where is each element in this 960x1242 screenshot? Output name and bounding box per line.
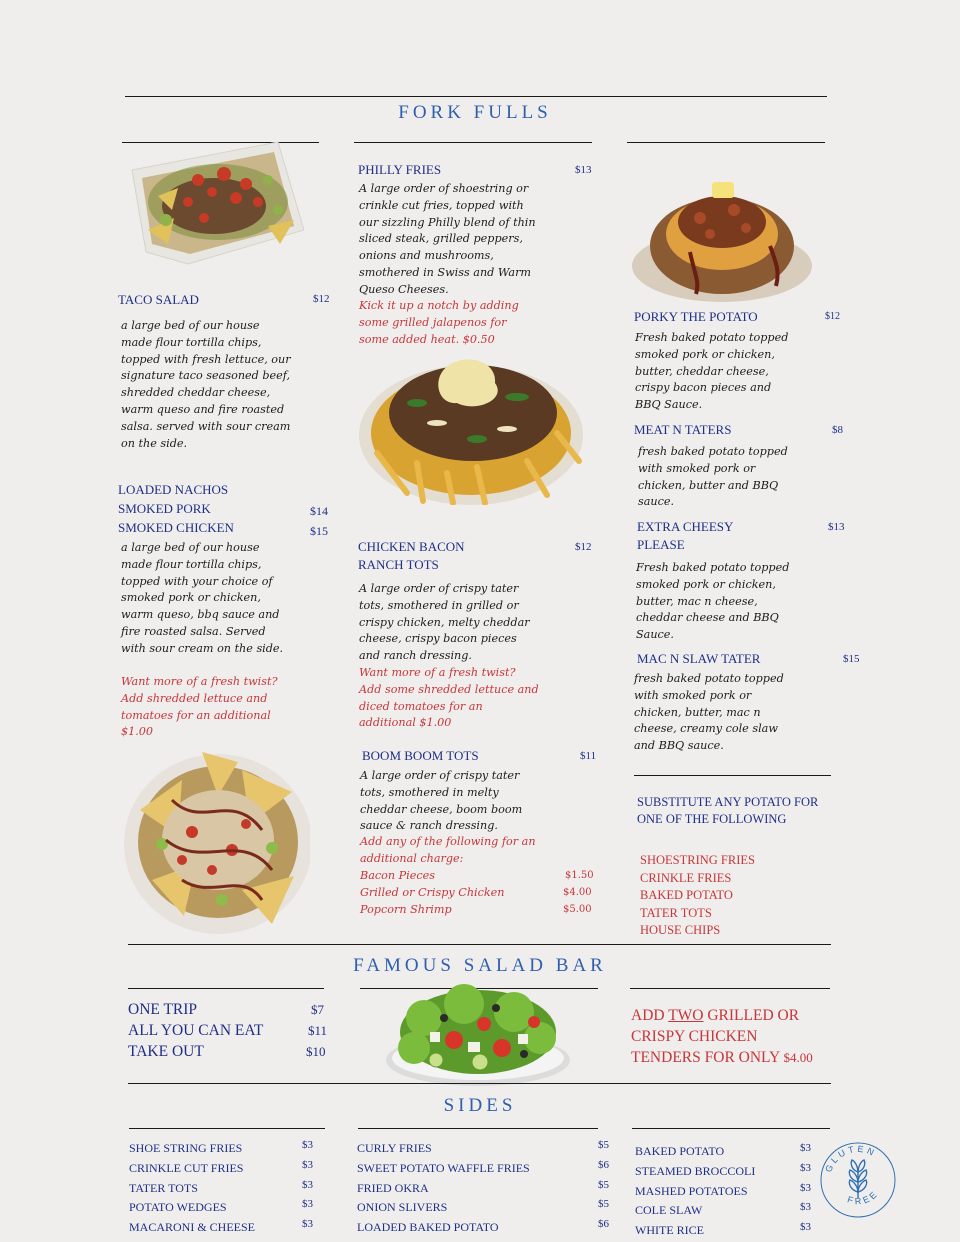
chicken-bacon-ranch-description: A large order of crispy tater tots, smothered in grilled or crispy chicken, melty cheddar cheese, crispy bacon pieces and ranch dressing. <box>359 582 530 663</box>
side-price: $3 <box>302 1218 313 1231</box>
addon-label: Grilled or Crispy Chicken <box>360 886 505 899</box>
side-item <box>635 1140 820 1160</box>
side-price: $3 <box>302 1178 313 1191</box>
fork-fulls-title: FORK FULLS <box>398 102 552 123</box>
promo-post: GRILLED OR <box>703 1007 800 1024</box>
salad-option <box>128 1041 328 1062</box>
substitute-option: TATER TOTS <box>640 905 712 920</box>
side-item <box>357 1137 612 1157</box>
substitute-option: SHOESTRING FRIES <box>640 853 755 867</box>
extra-cheesy-name-1: EXTRA CHEESY <box>637 519 734 534</box>
side-price: $5 <box>598 1178 609 1191</box>
addon-price: $4.00 <box>563 887 592 898</box>
salad-promo <box>631 1005 836 1068</box>
addon-price: $5.00 <box>563 904 592 915</box>
salad-bar-options <box>128 999 328 1062</box>
substitute-line-2: ONE OF THE FOLLOWING <box>637 812 787 826</box>
nachos-pork-price: $14 <box>310 504 328 518</box>
salad-option-price: $7 <box>311 1002 324 1017</box>
side-item <box>129 1216 319 1236</box>
promo-line-2: CRISPY CHICKEN <box>631 1028 758 1045</box>
sides-rule-left <box>129 1128 325 1129</box>
boom-boom-tots-note: Add any of the following for an additional charge: <box>360 835 536 865</box>
salad-rule-right <box>630 988 830 989</box>
promo-two: TWO <box>668 1007 704 1024</box>
promo-price: $4.00 <box>783 1050 813 1065</box>
philly-fries-name: PHILLY FRIES <box>358 162 442 177</box>
wheat-icon <box>849 1160 866 1198</box>
substitute-rule <box>634 775 831 776</box>
porky-potato-name: PORKY THE POTATO <box>634 309 758 324</box>
side-price: $3 <box>800 1142 811 1154</box>
side-label: CRINKLE CUT FRIES <box>129 1160 244 1175</box>
sides-rule-middle <box>358 1128 598 1129</box>
salad-option-price: $10 <box>306 1044 326 1059</box>
salad-option <box>128 999 328 1020</box>
philly-fries-photo <box>357 343 585 505</box>
side-price: $3 <box>800 1161 811 1174</box>
addon-row <box>360 868 592 885</box>
boom-boom-addons <box>360 868 592 919</box>
promo-line-3 <box>631 1047 836 1068</box>
porky-potato-price: $12 <box>825 311 840 322</box>
side-label: POTATO WEDGES <box>129 1200 227 1215</box>
side-price: $3 <box>800 1181 811 1194</box>
salad-option <box>128 1020 328 1041</box>
sides-column-1 <box>129 1137 319 1236</box>
side-item <box>635 1160 820 1180</box>
salad-bar-top-rule <box>128 944 831 945</box>
boom-boom-tots-price: $11 <box>580 750 597 762</box>
badge-bottom-text: FREE <box>846 1187 881 1207</box>
porky-potato-item <box>634 308 844 326</box>
salad-rule-left <box>128 988 324 989</box>
sides-rule-right <box>632 1128 830 1129</box>
addon-label: Bacon Pieces <box>360 869 436 882</box>
substitute-option: BAKED POTATO <box>640 888 733 903</box>
side-item <box>635 1180 820 1200</box>
chicken-bacon-ranch-name-2: RANCH TOTS <box>358 557 439 572</box>
side-label: COLE SLAW <box>635 1203 703 1218</box>
taco-salad-item <box>118 291 328 309</box>
addon-label: Popcorn Shrimp <box>360 903 452 916</box>
extra-cheesy-item <box>637 518 847 554</box>
side-label: WHITE RICE <box>635 1223 704 1238</box>
substitute-options <box>640 852 840 940</box>
taco-salad-photo <box>128 140 304 266</box>
salad-bar-photo <box>384 978 572 1090</box>
side-price: $6 <box>598 1218 609 1231</box>
side-price: $3 <box>302 1198 313 1211</box>
side-price: $3 <box>800 1201 811 1214</box>
nachos-chicken-label: SMOKED CHICKEN <box>118 520 234 535</box>
side-label: FRIED OKRA <box>357 1180 429 1195</box>
porky-potato-description: Fresh baked potato topped smoked pork or chicken, butter, cheddar cheese, crispy bacon pieces and BBQ Sauce. <box>635 331 789 412</box>
substitute-line-1: SUBSTITUTE ANY POTATO FOR <box>637 795 819 809</box>
meat-n-taters-price: $8 <box>832 424 843 436</box>
boom-boom-tots-description: A large order of crispy tater tots, smothered in melty cheddar cheese, boom boom sauce & ranch dressing. <box>360 769 523 833</box>
side-item <box>357 1177 612 1197</box>
chicken-bacon-ranch-name-1: CHICKEN BACON <box>358 539 465 554</box>
side-price: $6 <box>598 1158 609 1171</box>
loaded-nachos-note: Want more of a fresh twist? Add shredded lettuce and tomatoes for an additional $1.00 <box>121 675 278 739</box>
side-item <box>129 1157 319 1177</box>
taco-salad-description: a large bed of our house made flour tortilla chips, topped with fresh lettuce, our signature taco seasoned beef, shredded cheddar cheese, warm queso and fire roasted salsa. served with sour cream on the side. <box>121 319 291 450</box>
sides-column-3 <box>635 1140 820 1239</box>
salad-option-price: $11 <box>308 1023 328 1038</box>
addon-row <box>360 885 592 902</box>
side-item <box>129 1177 319 1197</box>
philly-fries-item <box>358 161 594 179</box>
meat-n-taters-item <box>634 421 844 439</box>
side-label: SHOE STRING FRIES <box>129 1141 243 1155</box>
salad-option-label: TAKE OUT <box>128 1043 204 1060</box>
side-price: $3 <box>302 1139 313 1151</box>
substitute-note <box>637 794 847 828</box>
loaded-nachos-photo <box>122 740 310 938</box>
sides-top-rule <box>128 1083 831 1084</box>
side-label: SWEET POTATO WAFFLE FRIES <box>357 1160 530 1175</box>
nachos-pork-label: SMOKED PORK <box>118 501 211 516</box>
mac-n-slaw-item <box>637 650 862 668</box>
promo-line-1 <box>631 1005 836 1026</box>
taco-salad-price: $12 <box>313 293 330 305</box>
extra-cheesy-price: $13 <box>828 521 845 533</box>
column-rule-right <box>627 142 825 143</box>
chicken-bacon-ranch-note: Want more of a fresh twist? Add some shredded lettuce and diced tomatoes for an additional $1.00 <box>359 666 539 730</box>
mac-n-slaw-description: fresh baked potato topped with smoked pork or chicken, butter, mac n cheese, creamy cole slaw and BBQ sauce. <box>634 672 784 753</box>
side-item <box>635 1199 820 1219</box>
side-item <box>129 1196 319 1216</box>
mac-n-slaw-name: MAC N SLAW TATER <box>637 651 761 666</box>
side-label: MASHED POTATOES <box>635 1183 748 1198</box>
porky-potato-photo <box>630 162 814 304</box>
gluten-free-badge <box>818 1140 898 1220</box>
boom-boom-tots-item <box>362 747 598 765</box>
salad-bar-title: FAMOUS SALAD BAR <box>353 955 607 976</box>
chicken-bacon-ranch-price: $12 <box>575 541 592 553</box>
sides-title: SIDES <box>443 1095 517 1116</box>
loaded-nachos-item <box>118 481 330 537</box>
svg-text:FREE <box>846 1188 881 1207</box>
taco-salad-name: TACO SALAD <box>118 292 199 307</box>
nachos-chicken-price: $15 <box>310 524 328 538</box>
promo-line-3-text: TENDERS FOR ONLY <box>631 1049 780 1066</box>
top-rule <box>125 96 827 97</box>
addon-row <box>360 902 592 919</box>
side-label: STEAMED BROCCOLI <box>635 1163 756 1178</box>
badge-top-text: GLUTEN <box>823 1143 879 1174</box>
side-label: ONION SLIVERS <box>357 1200 448 1215</box>
side-item <box>129 1137 319 1157</box>
philly-fries-description: A large order of shoestring or crinkle cut fries, topped with our sizzling Philly blend of thin sliced steak, grilled peppers, onions and mushrooms, smothered in Swiss and Warm Queso Cheeses. <box>359 182 536 296</box>
loaded-nachos-name: LOADED NACHOS <box>118 482 229 497</box>
substitute-option: HOUSE CHIPS <box>640 923 721 938</box>
chicken-bacon-ranch-item <box>358 538 594 574</box>
addon-price: $1.50 <box>565 870 594 881</box>
side-item <box>357 1157 612 1177</box>
side-label: LOADED BAKED POTATO <box>357 1220 499 1235</box>
side-label: BAKED POTATO <box>635 1144 725 1158</box>
side-item <box>357 1216 612 1236</box>
side-price: $5 <box>598 1139 609 1151</box>
side-label: CURLY FRIES <box>357 1141 432 1155</box>
extra-cheesy-description: Fresh baked potato topped smoked pork or chicken, butter, mac n cheese, cheddar cheese and BBQ Sauce. <box>636 561 790 642</box>
column-rule-middle <box>354 142 592 143</box>
mac-n-slaw-price: $15 <box>843 653 860 665</box>
sides-column-2 <box>357 1137 612 1236</box>
boom-boom-tots-name: BOOM BOOM TOTS <box>362 748 479 763</box>
philly-fries-note: Kick it up a notch by adding some grilled jalapenos for some added heat. $0.50 <box>359 299 519 346</box>
salad-option-label: ALL YOU CAN EAT <box>128 1022 264 1039</box>
side-label: TATER TOTS <box>129 1180 198 1195</box>
meat-n-taters-description: fresh baked potato topped with smoked pork or chicken, butter and BBQ sauce. <box>638 445 788 509</box>
loaded-nachos-description: a large bed of our house made flour tortilla chips, topped with your choice of smoked pork or chicken, warm queso, bbq sauce and fire roasted salsa. Served with sour cream on the side. <box>121 541 284 655</box>
side-item <box>357 1196 612 1216</box>
side-price: $3 <box>302 1158 313 1171</box>
side-price: $3 <box>800 1221 811 1234</box>
philly-fries-price: $13 <box>575 164 592 176</box>
substitute-option: CRINKLE FRIES <box>640 870 732 885</box>
salad-option-label: ONE TRIP <box>128 1001 198 1018</box>
svg-text:GLUTEN <box>823 1144 878 1174</box>
promo-pre: ADD <box>631 1007 669 1024</box>
extra-cheesy-name-2: PLEASE <box>637 537 685 552</box>
side-item <box>635 1219 820 1239</box>
meat-n-taters-name: MEAT N TATERS <box>634 422 732 437</box>
side-label: MACARONI & CHEESE <box>129 1220 256 1235</box>
side-price: $5 <box>598 1198 609 1211</box>
